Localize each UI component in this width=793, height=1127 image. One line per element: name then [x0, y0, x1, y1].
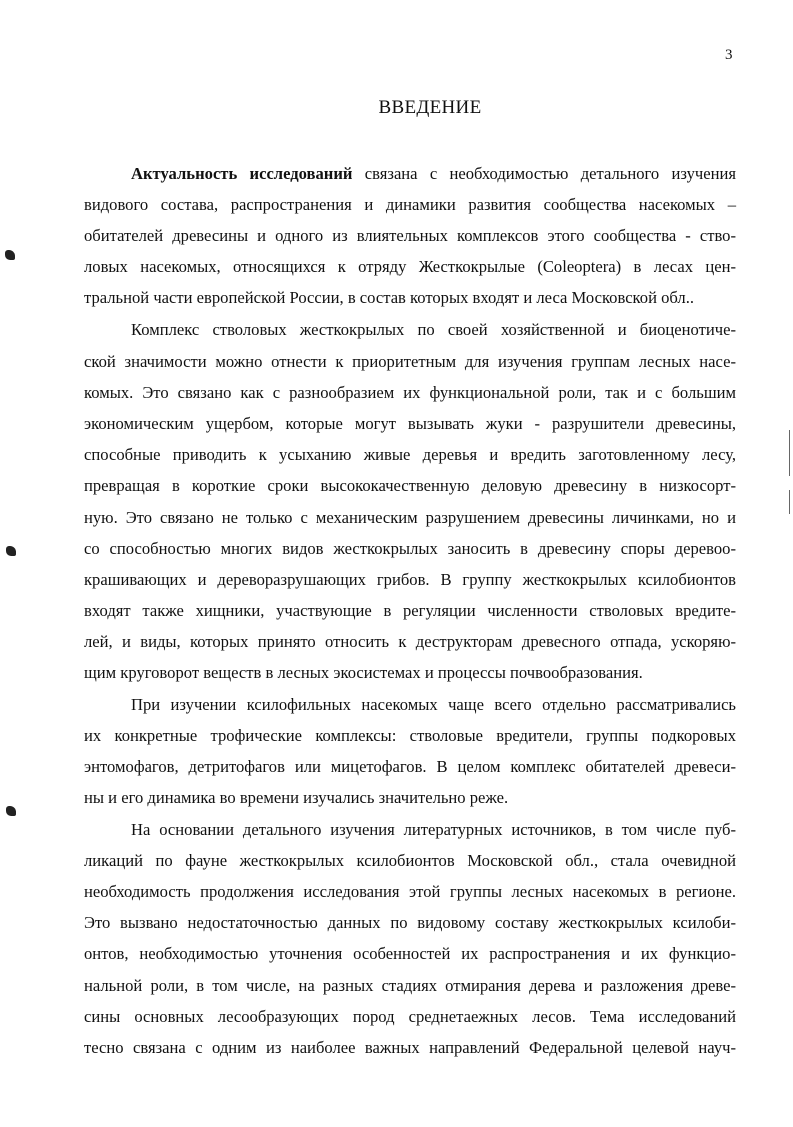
text-line: ную. Это связано не только с механическим разрушением древесины личинками, но и [84, 508, 736, 527]
text-line: нальной роли, в том числе, на разных стадиях отмирания дерева и разложения древе- [84, 976, 736, 995]
text-line: сины основных лесообразующих пород среднетаежных лесов. Тема исследований [84, 1007, 736, 1026]
scan-mark [789, 490, 790, 514]
text-line: тральной части европейской России, в состав которых входят и леса Московской обл.. [84, 288, 695, 307]
text-line: комых. Это связано как с разнообразием их функциональной роли, так и с большим [84, 383, 736, 402]
text-line: со способностью многих видов жесткокрылых заносить в древесину споры деревоо- [84, 539, 736, 558]
scan-mark [6, 546, 16, 556]
text-line: лей, и виды, которых принято относить к деструкторам древесного отпада, ускоряю- [84, 632, 736, 651]
text-line: входят также хищники, участвующие в регуляции численности стволовых вредите- [84, 601, 736, 620]
text-line: Комплекс стволовых жесткокрылых по своей хозяйственной и биоценотиче- [131, 320, 736, 339]
text-line: необходимость продолжения исследования этой группы лесных насекомых в регионе. [84, 882, 736, 901]
text-line: обитателей древесины и одного из влиятельных комплексов этого сообщества - ство- [84, 226, 736, 245]
text-line: способные приводить к усыханию живые деревья и вредить заготовленному лесу, [84, 445, 736, 464]
text-line: их конкретные трофические комплексы: стволовые вредители, группы подкоровых [84, 726, 736, 745]
bold-lead: Актуальность исследований [131, 164, 353, 183]
text-line: щим круговорот веществ в лесных экосистемах и процессы почвообразования. [84, 663, 643, 682]
text-line: На основании детального изучения литературных источников, в том числе пуб- [131, 820, 736, 839]
text-line: энтомофагов, детритофагов или мицетофагов. В целом комплекс обитателей древеси- [84, 757, 736, 776]
text-line: видового состава, распространения и динамики развития сообщества насекомых – [84, 195, 736, 214]
text-line: ликаций по фауне жесткокрылых ксилобионтов Московской обл., стала очевидной [84, 851, 736, 870]
text-line: экономическим ущербом, которые могут вызывать жуки - разрушители древесины, [84, 414, 736, 433]
scan-mark [789, 430, 790, 476]
text-line: При изучении ксилофильных насекомых чаще всего отдельно рассматривались [131, 695, 736, 714]
text-line: тесно связана с одним из наиболее важных направлений Федеральной целевой науч- [84, 1038, 736, 1057]
text-line: крашивающих и дереворазрушающих грибов. В группу жесткокрылых ксилобионтов [84, 570, 736, 589]
text-line: превращая в короткие сроки высококачественную деловую древесину в низкосорт- [84, 476, 736, 495]
scan-mark [5, 250, 15, 260]
text-line: онтов, необходимостью уточнения особенностей их распространения и их функцио- [84, 944, 736, 963]
text-line: Актуальность исследований связана с необходимостью детального изучения [131, 164, 736, 183]
scan-mark [6, 806, 16, 816]
text-line: ской значимости можно отнести к приоритетным для изучения группам лесных насе- [84, 352, 736, 371]
text-line: ны и его динамика во времени изучались значительно реже. [84, 788, 509, 807]
page-title: ВВЕДЕНИЕ [378, 97, 482, 118]
text-line: ловых насекомых, относящихся к отряду Жесткокрылые (Coleoptera) в лесах цен- [84, 257, 736, 276]
page-number: 3 [725, 47, 733, 63]
text-line: Это вызвано недостаточностью данных по видовому составу жесткокрылых ксилоби- [84, 913, 736, 932]
